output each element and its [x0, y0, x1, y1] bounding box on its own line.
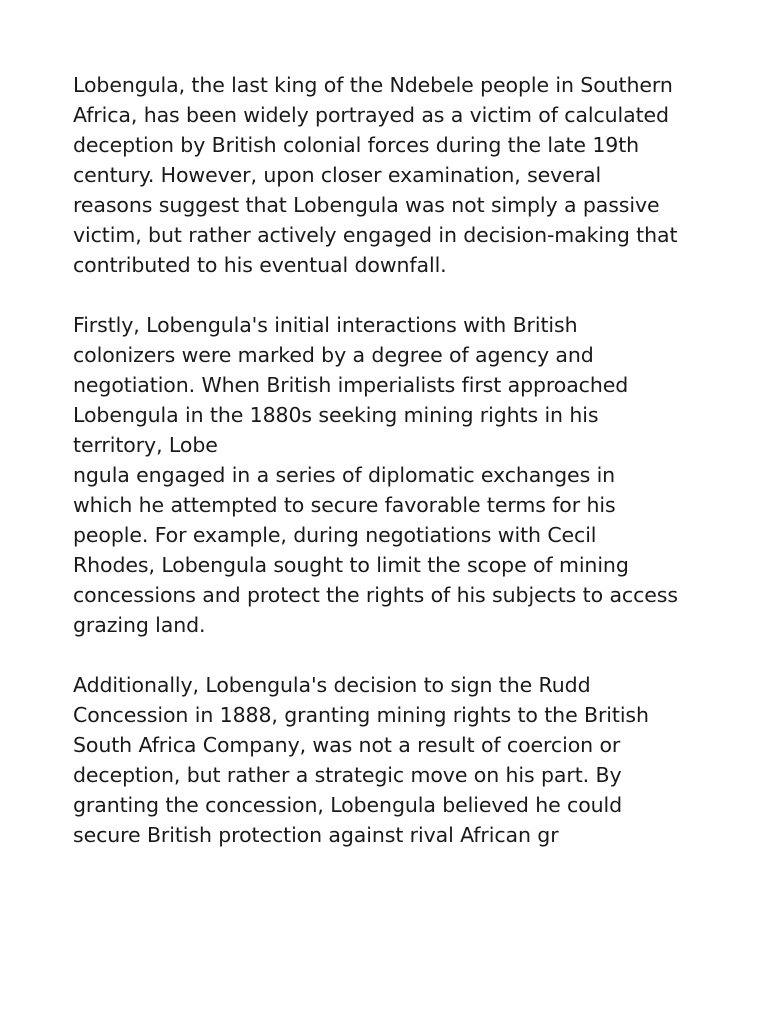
text-line: granting the concession, Lobengula believed he could	[73, 793, 623, 817]
paragraph-3	[73, 670, 708, 850]
text-line: which he attempted to secure favorable terms for his	[73, 493, 616, 517]
text-line: Firstly, Lobengula's initial interactions with British	[73, 313, 578, 337]
text-line: Rhodes, Lobengula sought to limit the scope of mining	[73, 553, 629, 577]
text-line: victim, but rather actively engaged in decision-making that	[73, 223, 678, 247]
text-line: deception, but rather a strategic move on his part. By	[73, 763, 622, 787]
text-line: Lobengula in the 1880s seeking mining rights in his	[73, 403, 599, 427]
text-line: negotiation. When British imperialists first approached	[73, 373, 629, 397]
text-line: deception by British colonial forces during the late 19th	[73, 133, 640, 157]
paragraph-2	[73, 310, 708, 640]
text-line: concessions and protect the rights of his subjects to access	[73, 583, 678, 607]
text-line: people. For example, during negotiations with Cecil	[73, 523, 597, 547]
text-line: South Africa Company, was not a result of coercion or	[73, 733, 621, 757]
text-line: century. However, upon closer examination, several	[73, 163, 602, 187]
text-line: Concession in 1888, granting mining rights to the British	[73, 703, 649, 727]
text-line: colonizers were marked by a degree of agency and	[73, 343, 594, 367]
text-line: contributed to his eventual downfall.	[73, 253, 447, 277]
text-line: secure British protection against rival African gr	[73, 823, 559, 847]
text-line: Additionally, Lobengula's decision to sign the Rudd	[73, 673, 591, 697]
paragraph-1	[73, 70, 708, 280]
text-line: Africa, has been widely portrayed as a victim of calculated	[73, 103, 669, 127]
text-line: ngula engaged in a series of diplomatic exchanges in	[73, 463, 616, 487]
text-line: territory, Lobe	[73, 433, 218, 457]
text-line: reasons suggest that Lobengula was not simply a passive	[73, 193, 660, 217]
text-line: Lobengula, the last king of the Ndebele people in Southern	[73, 73, 673, 97]
text-line: grazing land.	[73, 613, 206, 637]
